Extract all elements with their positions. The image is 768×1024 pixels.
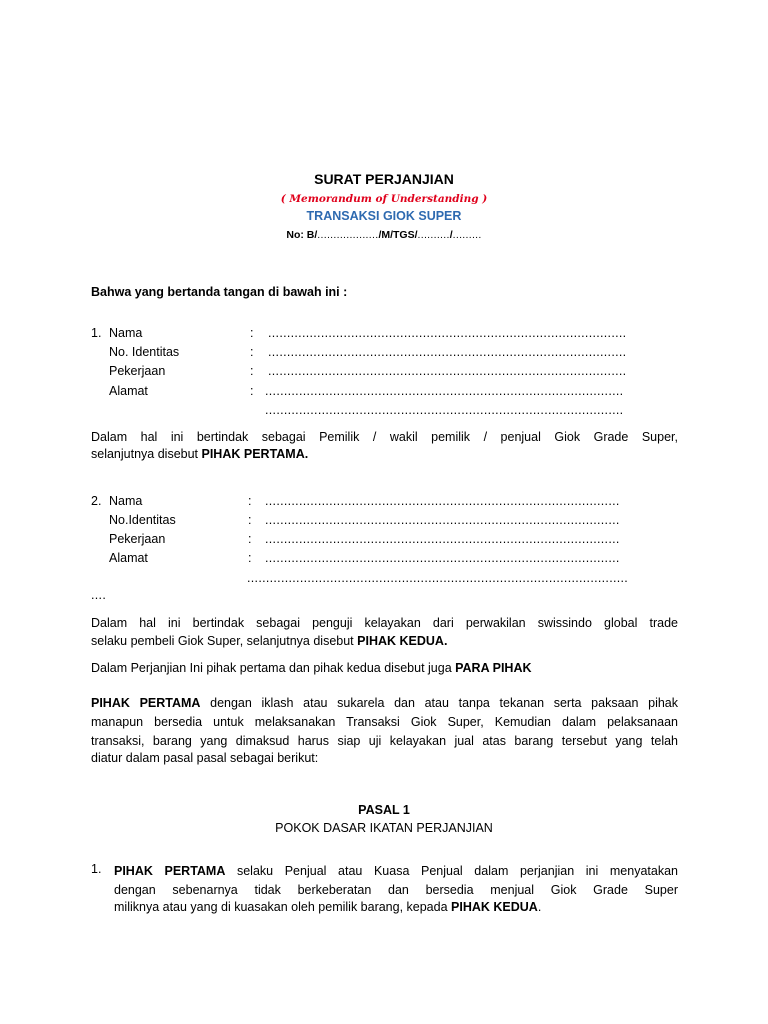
statement-line3: transaksi, barang yang dimaksud harus siap uji kelayakan jual atas barang tersebut yang telah [91, 734, 678, 748]
party2-role-name: PIHAK KEDUA. [357, 634, 448, 648]
docno-dots-1: ................... [317, 229, 379, 241]
para-pihak-bold: PARA PIHAK [455, 661, 532, 675]
party1-label-nama: Nama [109, 326, 143, 340]
docno-prefix: No: B/ [286, 229, 318, 241]
party1-label-alamat: Alamat [109, 384, 148, 398]
statement-line4: diatur dalam pasal pasal sebagai berikut: [91, 751, 319, 765]
docno-mid: /M/TGS/ [378, 229, 418, 241]
pasal1-item-bold: PIHAK PERTAMA [114, 864, 226, 878]
statement-line2: manapun bersedia untuk melaksanakan Transaksi Giok Super, Kemudian dalam pelaksanaan [91, 715, 678, 729]
party2-label-nama: Nama [109, 494, 143, 508]
pasal1-item-bold2: PIHAK KEDUA [451, 900, 538, 914]
party2-colon-identitas: : [248, 513, 252, 527]
party1-field-identitas[interactable]: ............................................................................................... [268, 345, 627, 359]
docno-dots-3: ......... [452, 229, 482, 241]
party1-field-pekerjaan[interactable]: ............................................................................................... [268, 364, 627, 378]
party1-field-nama[interactable]: ............................................................................................... [268, 326, 627, 340]
statement-line1-text: dengan iklash atau sukarela dan atau tanpa tekanan serta paksaan pihak [200, 696, 678, 710]
party2-label-pekerjaan: Pekerjaan [109, 532, 166, 546]
party1-field-alamat-2[interactable]: ............................................................................................... [265, 403, 624, 417]
party2-label-alamat: Alamat [109, 551, 148, 565]
pasal1-item-number: 1. [91, 862, 102, 876]
party1-field-alamat[interactable]: ............................................................................................... [265, 384, 624, 398]
statement-bold: PIHAK PERTAMA [91, 696, 201, 710]
party1-role-line2 [91, 447, 308, 461]
party2-field-alamat-3[interactable]: .... [91, 588, 107, 602]
party2-colon-pekerjaan: : [248, 532, 252, 546]
document-number [0, 229, 768, 241]
party1-label-identitas: No. Identitas [109, 345, 180, 359]
party2-role-prefix: selaku pembeli Giok Super, selanjutnya disebut [91, 634, 358, 648]
party1-colon-identitas: : [250, 345, 254, 359]
pasal1-item-line3-text: miliknya atau yang di kuasakan oleh pemilik barang, kepada [114, 900, 452, 914]
party1-role-name: PIHAK PERTAMA. [201, 447, 309, 461]
party1-colon-nama: : [250, 326, 254, 340]
party1-label-pekerjaan: Pekerjaan [109, 364, 166, 378]
para-pihak-statement [91, 661, 532, 675]
mou-subtitle: ( Memorandum of Understanding ) [280, 193, 488, 205]
pasal1-item-line2: dengan sebenarnya tidak berkeberatan dan bersedia menjual Giok Grade Super [114, 883, 678, 897]
docno-slash: / [449, 229, 453, 241]
pasal1-item-line1 [114, 862, 678, 881]
docno-dots-2: .......... [417, 229, 450, 241]
party2-field-alamat-2[interactable]: ..................................................................................................... [247, 571, 629, 585]
party2-field-alamat[interactable]: .............................................................................................. [265, 551, 620, 565]
party2-role-line1: Dalam hal ini bertindak sebagai penguji kelayakan dari perwakilan swissindo global trade [91, 616, 678, 630]
document-title: SURAT PERJANJIAN [314, 171, 454, 187]
party1-role-prefix: selanjutnya disebut [91, 447, 202, 461]
party1-role-line1: Dalam hal ini bertindak sebagai Pemilik / wakil pemilik / penjual Giok Grade Super, [91, 430, 678, 444]
statement-line1 [91, 694, 678, 713]
pasal1-item-end: . [537, 900, 542, 914]
intro-statement: Bahwa yang bertanda tangan di bawah ini : [91, 285, 348, 299]
party2-number: 2. [91, 494, 102, 508]
party1-number: 1. [91, 326, 102, 340]
party2-role-line2 [91, 634, 447, 648]
party2-colon-nama: : [248, 494, 252, 508]
party2-field-nama[interactable]: .............................................................................................. [265, 494, 620, 508]
pasal1-item-line1-text: selaku Penjual atau Kuasa Penjual dalam perjanjian ini menyatakan [225, 864, 678, 878]
pasal1-heading: PASAL 1 [358, 803, 410, 817]
party2-colon-alamat: : [248, 551, 252, 565]
party1-colon-pekerjaan: : [250, 364, 254, 378]
para-pihak-text: Dalam Perjanjian Ini pihak pertama dan pihak kedua disebut juga [91, 661, 456, 675]
party1-colon-alamat: : [250, 384, 254, 398]
transaction-subtitle: TRANSAKSI GIOK SUPER [306, 209, 462, 223]
party2-label-identitas: No.Identitas [109, 513, 176, 527]
party2-field-identitas[interactable]: .............................................................................................. [265, 513, 620, 527]
pasal1-subheading: POKOK DASAR IKATAN PERJANJIAN [275, 821, 493, 835]
pasal1-item-line3 [114, 900, 541, 914]
party2-field-pekerjaan[interactable]: .............................................................................................. [265, 532, 620, 546]
